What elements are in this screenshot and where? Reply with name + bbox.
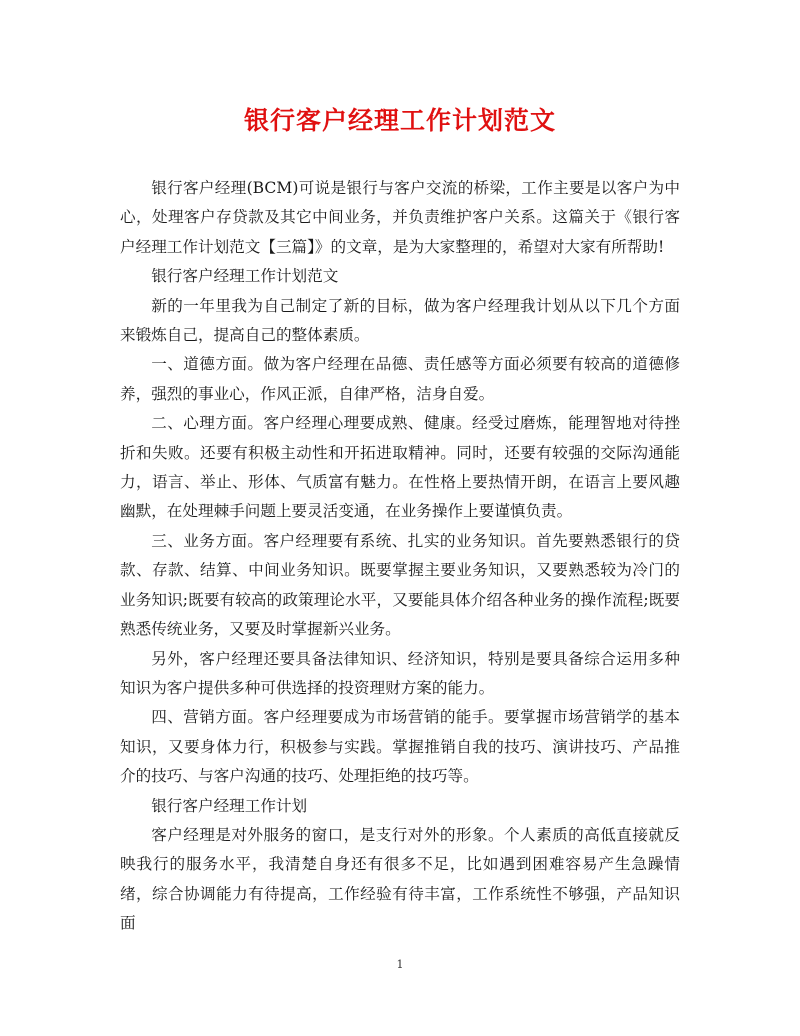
intro-paragraph: 银行客户经理(BCM)可说是银行与客户交流的桥梁，工作主要是以客户为中心，处理客户存贷款及其它中间业务，并负责维护客户关系。这篇关于《银行客户经理工作计划范文【三篇】》的文章，是为大家整理的，希望对大家有所帮助! (120, 179, 680, 256)
body-paragraph: 三、业务方面。客户经理要有系统、扎实的业务知识。首先要熟悉银行的贷款、存款、结算、中间业务知识。既要掌握主要业务知识，又要熟悉较为冷门的业务知识;既要有较高的政策理论水平，又要能具体介绍各种业务的操作流程;既要熟悉传统业务，又要及时掌握新兴业务。 (120, 531, 680, 639)
document-body (120, 174, 680, 939)
document-title: 银行客户经理工作计划范文 (243, 106, 556, 135)
body-paragraph: 二、心理方面。客户经理心理要成熟、健康。经受过磨炼，能理智地对待挫折和失败。还要有积极主动性和开拓进取精神。同时，还要有较强的交际沟通能力，语言、举止、形体、气质富有魅力。在性格上要热情开朗，在语言上要风趣幽默，在处理棘手问题上要灵活变通，在业务操作上要谨慎负责。 (120, 414, 680, 521)
body-paragraph: 一、道德方面。做为客户经理在品德、责任感等方面必须要有较高的道德修养，强烈的事业心，作风正派，自律严格，洁身自爱。 (120, 355, 680, 403)
body-paragraph: 另外，客户经理还要具备法律知识、经济知识，特别是要具备综合运用多种知识为客户提供多种可供选择的投资理财方案的能力。 (120, 649, 680, 697)
body-paragraph: 新的一年里我为自己制定了新的目标，做为客户经理我计划从以下几个方面来锻炼自己，提高自己的整体素质。 (120, 296, 680, 345)
body-paragraph: 客户经理是对外服务的窗口，是支行对外的形象。个人素质的高低直接就反映我行的服务水平，我清楚自身还有很多不足，比如遇到困难容易产生急躁情绪，综合协调能力有待提高，工作经验有待丰富，工作系统性不够强，产品知识面 (120, 825, 680, 933)
page-number: 1 (396, 958, 404, 971)
body-paragraph: 四、营销方面。客户经理要成为市场营销的能手。要掌握市场营销学的基本知识，又要身体力行，积极参与实践。掌握推销自我的技巧、演讲技巧、产品推介的技巧、与客户沟通的技巧、处理拒绝的技巧等。 (120, 708, 680, 786)
section-heading: 银行客户经理工作计划范文 (151, 267, 339, 286)
section-heading: 银行客户经理工作计划 (151, 796, 308, 815)
